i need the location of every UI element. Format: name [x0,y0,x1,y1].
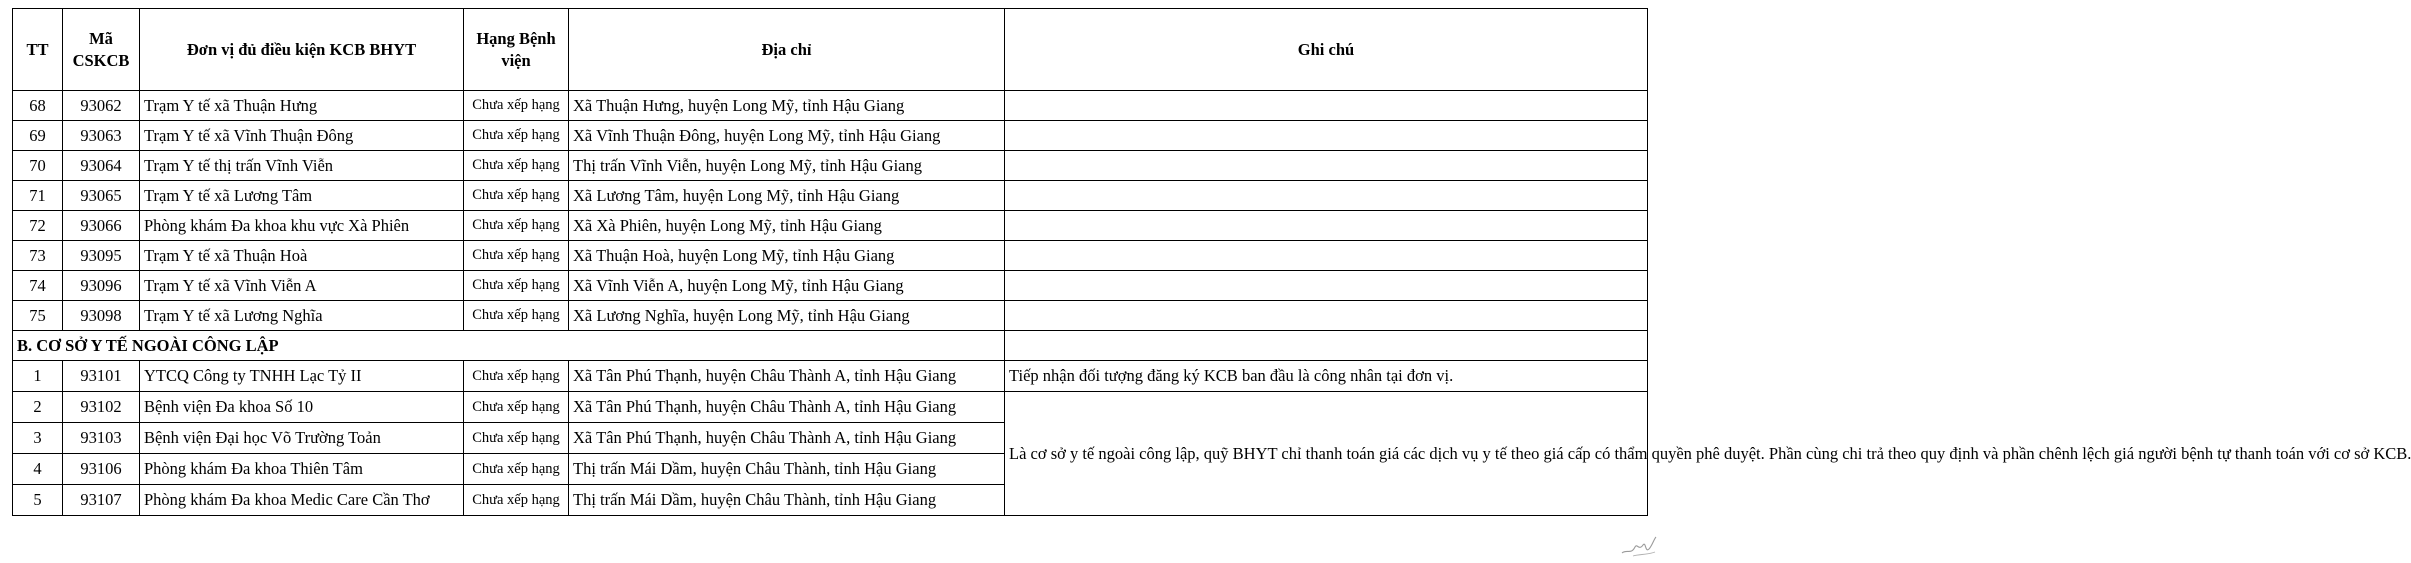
cell-ten: Phòng khám Đa khoa Thiên Tâm [140,454,464,485]
cell-hang: Chưa xếp hạng [464,301,569,331]
cell-hang: Chưa xếp hạng [464,392,569,423]
cell-ma: 93107 [63,485,140,516]
cell-tt: 73 [13,241,63,271]
header-tt: TT [13,9,63,91]
cell-ghi-chu [1005,301,1648,331]
cell-ma: 93062 [63,91,140,121]
table-row [13,301,1648,331]
signature-mark [1619,531,1659,559]
cell-hang: Chưa xếp hạng [464,121,569,151]
cell-ghi-chu [1005,121,1648,151]
cell-tt: 70 [13,151,63,181]
cell-ten: Bệnh viện Đa khoa Số 10 [140,392,464,423]
cell-hang: Chưa xếp hạng [464,211,569,241]
cell-ma: 93098 [63,301,140,331]
cell-ma: 93095 [63,241,140,271]
cell-ghi-chu [1005,271,1648,301]
cell-dia-chi: Xã Lương Tâm, huyện Long Mỹ, tỉnh Hậu Giang [569,181,1005,211]
cell-tt: 5 [13,485,63,516]
cell-tt: 2 [13,392,63,423]
cell-hang: Chưa xếp hạng [464,181,569,211]
header-row [13,9,1648,91]
cell-dia-chi: Xã Tân Phú Thạnh, huyện Châu Thành A, tỉnh Hậu Giang [569,361,1005,392]
header-ghi-chu: Ghi chú [1005,9,1648,91]
cell-dia-chi: Thị trấn Mái Dầm, huyện Châu Thành, tỉnh Hậu Giang [569,454,1005,485]
cell-dia-chi: Xã Xà Phiên, huyện Long Mỹ, tỉnh Hậu Giang [569,211,1005,241]
note-cell: Tiếp nhận đối tượng đăng ký KCB ban đầu là công nhân tại đơn vị. [1005,361,1648,392]
cell-ma: 93106 [63,454,140,485]
cell-ma: 93064 [63,151,140,181]
cell-hang: Chưa xếp hạng [464,423,569,454]
section-title: B. CƠ SỞ Y TẾ NGOÀI CÔNG LẬP [13,331,1005,361]
cell-hang: Chưa xếp hạng [464,151,569,181]
table-row [13,181,1648,211]
cell-ten: YTCQ Công ty TNHH Lạc Tỷ II [140,361,464,392]
cell-hang: Chưa xếp hạng [464,454,569,485]
cell-tt: 4 [13,454,63,485]
header-ma-cskcb: Mã CSKCB [63,9,140,91]
table-row [13,211,1648,241]
cell-hang: Chưa xếp hạng [464,485,569,516]
cell-ten: Trạm Y tế xã Lương Tâm [140,181,464,211]
cell-tt: 68 [13,91,63,121]
cell-ten: Trạm Y tế xã Thuận Hưng [140,91,464,121]
table-row [13,241,1648,271]
cell-dia-chi: Xã Tân Phú Thạnh, huyện Châu Thành A, tỉnh Hậu Giang [569,392,1005,423]
cell-hang: Chưa xếp hạng [464,91,569,121]
table-row [13,392,1648,423]
cell-ma: 93066 [63,211,140,241]
cell-ghi-chu [1005,181,1648,211]
cell-ten: Trạm Y tế xã Lương Nghĩa [140,301,464,331]
note-cell-merged: Là cơ sở y tế ngoài công lập, quỹ BHYT chỉ thanh toán giá các dịch vụ y tế theo giá cấp có thẩm quyền phê duyệt. Phần cùng chi trả theo quy định và phần chênh lệch giá người bệnh tự thanh toán với cơ sở KCB. [1005,392,1648,516]
table-row [13,361,1648,392]
cell-ma: 93096 [63,271,140,301]
cell-ten: Trạm Y tế thị trấn Vĩnh Viễn [140,151,464,181]
cell-dia-chi: Xã Vĩnh Thuận Đông, huyện Long Mỹ, tỉnh Hậu Giang [569,121,1005,151]
cell-ten: Trạm Y tế xã Vĩnh Viễn A [140,271,464,301]
table-row [13,271,1648,301]
cell-dia-chi: Xã Tân Phú Thạnh, huyện Châu Thành A, tỉnh Hậu Giang [569,423,1005,454]
cell-ten: Trạm Y tế xã Vĩnh Thuận Đông [140,121,464,151]
header-hang: Hạng Bệnh viện [464,9,569,91]
section-row [13,331,1648,361]
cell-hang: Chưa xếp hạng [464,361,569,392]
table-row [13,91,1648,121]
cell-tt: 1 [13,361,63,392]
cell-ma: 93063 [63,121,140,151]
header-don-vi: Đơn vị đủ điều kiện KCB BHYT [140,9,464,91]
cell-ghi-chu [1005,241,1648,271]
cell-ma: 93101 [63,361,140,392]
cell-ma: 93103 [63,423,140,454]
cell-dia-chi: Xã Vĩnh Viễn A, huyện Long Mỹ, tỉnh Hậu Giang [569,271,1005,301]
facility-table [12,8,2411,516]
cell-tt: 72 [13,211,63,241]
table-row [13,121,1648,151]
cell-dia-chi: Xã Thuận Hưng, huyện Long Mỹ, tỉnh Hậu Giang [569,91,1005,121]
cell-ten: Phòng khám Đa khoa Medic Care Cần Thơ [140,485,464,516]
cell-tt: 75 [13,301,63,331]
cell-tt: 69 [13,121,63,151]
cell-ten: Phòng khám Đa khoa khu vực Xà Phiên [140,211,464,241]
cell-ghi-chu [1005,91,1648,121]
cell-dia-chi: Xã Lương Nghĩa, huyện Long Mỹ, tỉnh Hậu Giang [569,301,1005,331]
cell-tt: 74 [13,271,63,301]
cell-hang: Chưa xếp hạng [464,271,569,301]
header-dia-chi: Địa chỉ [569,9,1005,91]
cell-ma: 93065 [63,181,140,211]
cell-dia-chi: Thị trấn Vĩnh Viễn, huyện Long Mỹ, tỉnh Hậu Giang [569,151,1005,181]
cell-ma: 93102 [63,392,140,423]
cell-ten: Bệnh viện Đại học Võ Trường Toản [140,423,464,454]
cell-ten: Trạm Y tế xã Thuận Hoà [140,241,464,271]
cell-ghi-chu [1005,331,1648,361]
cell-tt: 3 [13,423,63,454]
cell-dia-chi: Thị trấn Mái Dầm, huyện Châu Thành, tỉnh Hậu Giang [569,485,1005,516]
table-row [13,151,1648,181]
cell-hang: Chưa xếp hạng [464,241,569,271]
cell-ghi-chu [1005,211,1648,241]
cell-dia-chi: Xã Thuận Hoà, huyện Long Mỹ, tỉnh Hậu Giang [569,241,1005,271]
cell-tt: 71 [13,181,63,211]
cell-ghi-chu [1005,151,1648,181]
